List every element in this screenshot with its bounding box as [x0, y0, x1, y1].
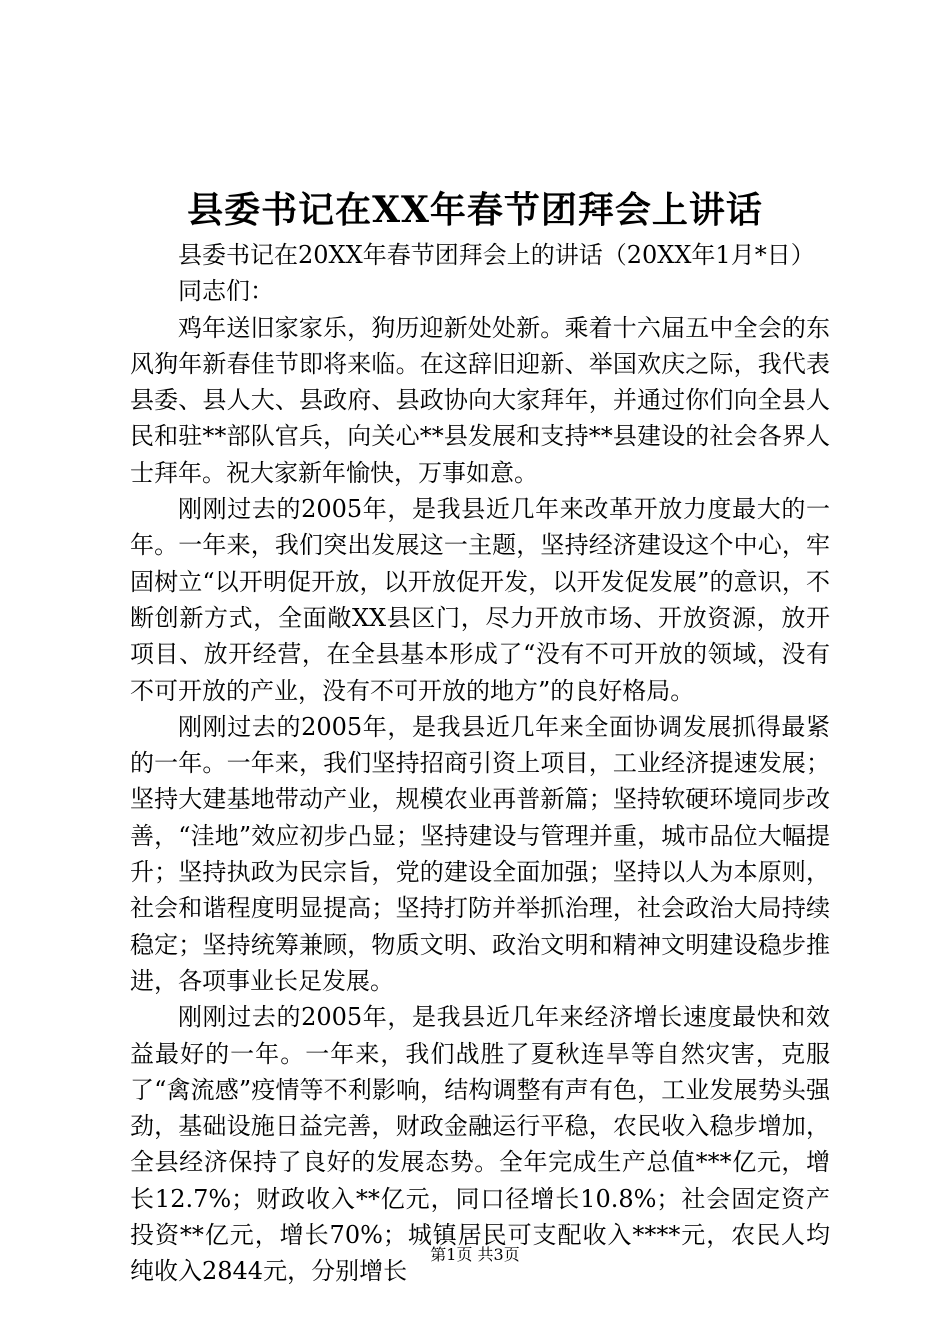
document-title: 县委书记在XX年春节团拜会上讲话 [187, 189, 763, 231]
paragraph: 鸡年送旧家家乐，狗历迎新处处新。乘着十六届五中全会的东风狗年新春佳节即将来临。在这辞旧迎新、举国欢庆之际，我代表县委、县人大、县政府、县政协向大家拜年，并通过你们向全县人民和驻**部队官兵，向关心**县发展和支持**县建设的社会各界人士拜年。祝大家新年愉快，万事如意。 [130, 313, 830, 487]
paragraph: 刚刚过去的2005年，是我县近几年来全面协调发展抓得最紧的一年。一年来，我们坚持招商引资上项目，工业经济提速发展；坚持大建基地带动产业，规模农业再普新篇；坚持软硬环境同步改善，“洼地”效应初步凸显；坚持建设与管理并重，城市品位大幅提升；坚持执政为民宗旨，党的建设全面加强；坚持以人为本原则，社会和谐程度明显提高；坚持打防并举抓治理，社会政治大局持续稳定；坚持统筹兼顾，物质文明、政治文明和精神文明建设稳步推进，各项事业长足发展。 [130, 712, 830, 995]
paragraph-subtitle: 县委书记在20XX年春节团拜会上的讲话（20XX年1月*日） [178, 241, 815, 269]
paragraph-salutation: 同志们： [178, 277, 274, 306]
document-body [130, 237, 830, 1290]
paragraph: 刚刚过去的2005年，是我县近几年来改革开放力度最大的一年。一年来，我们突出发展这一主题，坚持经济建设这个中心，牢固树立“以开明促开放，以开放促开发，以开发促发展”的意识，不断创新方式，全面敞XX县区门，尽力开放市场、开放资源，放开项目、放开经营，在全县基本形成了“没有不可开放的领域，没有不可开放的产业，没有不可开放的地方”的良好格局。 [130, 495, 830, 705]
paragraph: 刚刚过去的2005年，是我县近几年来经济增长速度最快和效益最好的一年。一年来，我们战胜了夏秋连旱等自然灾害，克服了“禽流感”疫情等不利影响，结构调整有声有色，工业发展势头强劲，基础设施日益完善，财政金融运行平稳，农民收入稳步增加，全县经济保持了良好的发展态势。全年完成生产总值***亿元，增长12.7%；财政收入**亿元，同口径增长10.8%；社会固定资产投资**亿元，增长70%；城镇居民可支配收入****元，农民人均纯收入2844元，分别增长 [130, 1003, 830, 1286]
page-indicator: 第1页 共3页 [430, 1245, 520, 1264]
